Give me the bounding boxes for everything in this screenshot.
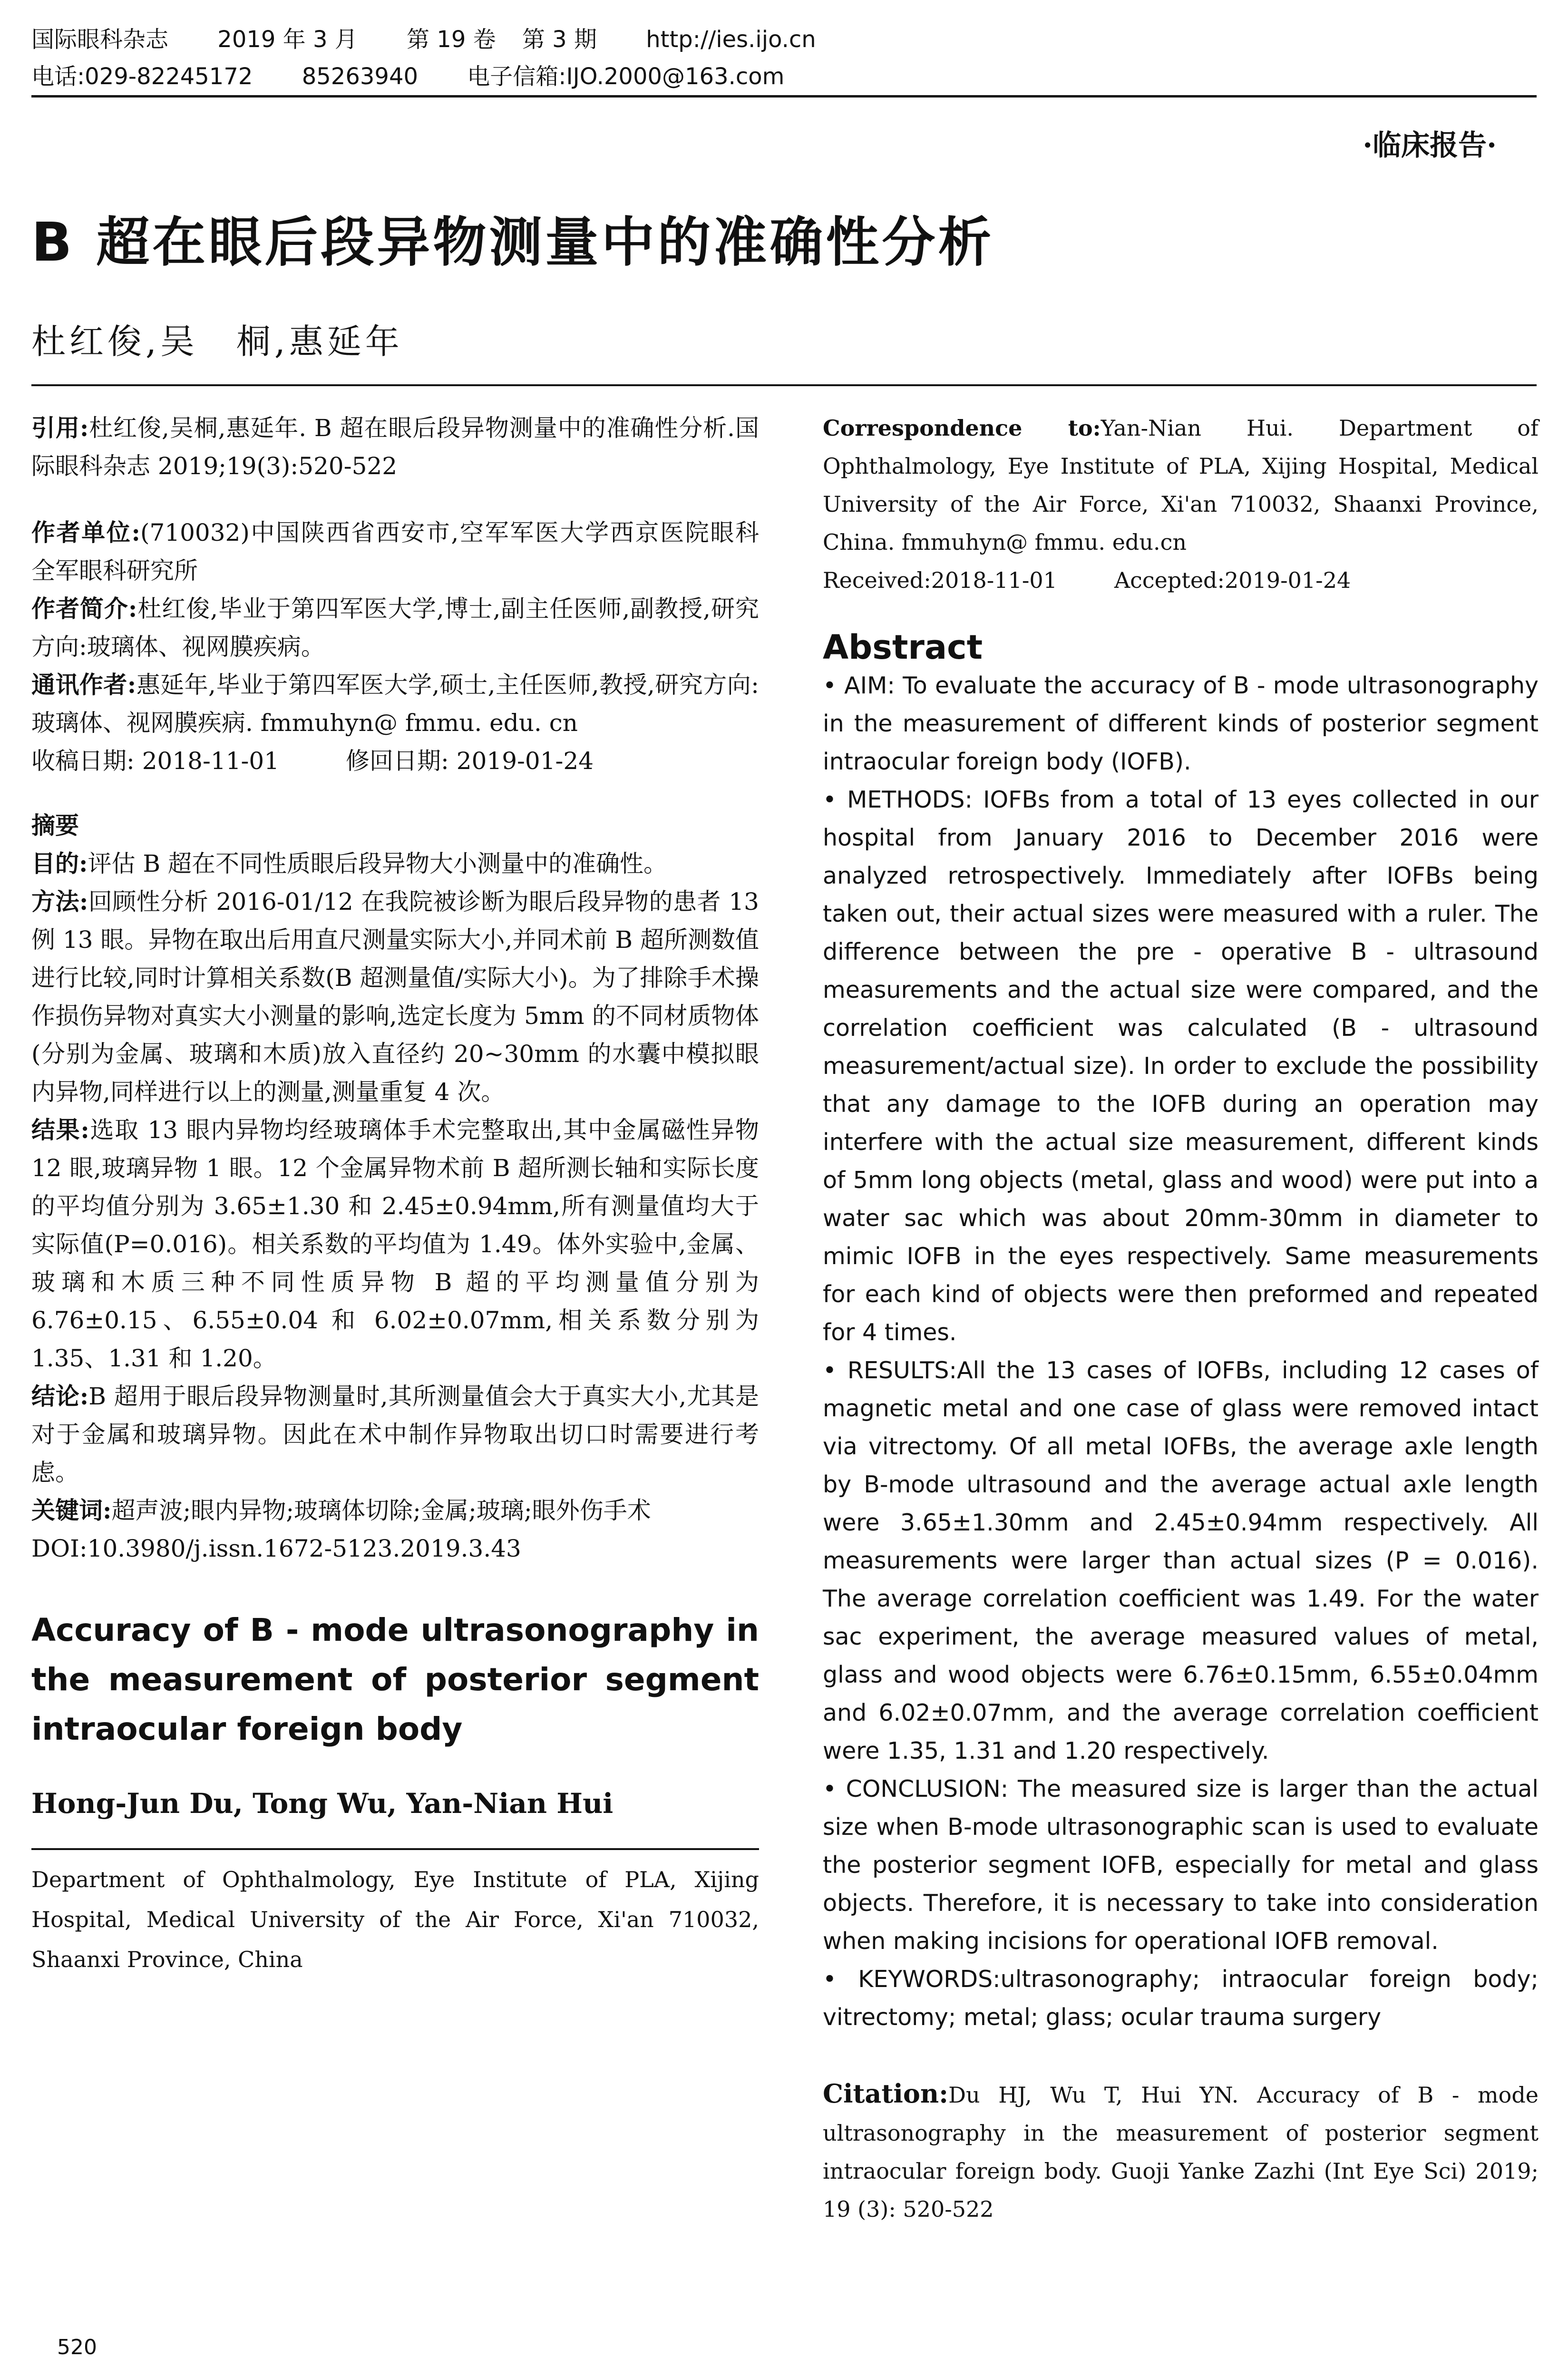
running-header-line-1 xyxy=(31,24,858,55)
keywords-en: • KEYWORDS:ultrasonography; intraocular foreign body; vitrectomy; metal; glass; ocular trauma surgery xyxy=(823,1966,1539,2031)
dates-cn xyxy=(31,742,759,780)
corresponding-author: 通讯作者:惠延年,毕业于第四军医大学,硕士,主任医师,教授,研究方向:玻璃体、视网膜疾病. fmmuhyn@ fmmu. edu. cn xyxy=(31,671,759,737)
citation-en: Citation:Du HJ, Wu T, Hui YN. Accuracy of B - mode ultrasonography in the measurement of posterior segment intraocular foreign body. Guoji Yanke Zazhi (Int Eye Sci) 2019; 19 (3): 520-522 xyxy=(823,2078,1539,2222)
title-divider xyxy=(31,384,1537,386)
abstract-heading-en: Abstract xyxy=(823,628,983,667)
journal-name: 国际眼科杂志 xyxy=(31,26,169,53)
running-header-line-2 xyxy=(31,61,826,92)
phone: 电话:029-82245172 xyxy=(31,63,253,90)
citation-label: 引用: xyxy=(31,414,89,442)
phone-2: 85263940 xyxy=(302,63,419,90)
abstract-methods-en: • METHODS: IOFBs from a total of 13 eyes collected in our hospital from January 2016 to December 2016 were analyzed retrospectively. Immediately after IOFBs being taken out, their actual sizes were measured with a ruler. The difference between the pre - operative B - ultrasound measurements and the actual size were compared, and the correlation coefficient was calculated (B - ultrasound measurement/actual size). In order to exclude the possibility that any damage to the IOFB during an operation may interfere with the actual size measurement, different kinds of 5mm long objects (metal, glass and wood) were put into a water sac which was about 20mm-30mm in diameter to mimic IOFB in the eyes respectively. Same measurements for each kind of objects were then preformed and repeated for 4 times. xyxy=(823,786,1539,1346)
abstract-aim-cn: 目的:评估 B 超在不同性质眼后段异物大小测量中的准确性。 xyxy=(31,849,667,877)
revised-date: 修回日期: 2019-01-24 xyxy=(346,747,594,775)
received-date: 收稿日期: 2018-11-01 xyxy=(31,747,280,775)
abstract-conclusion-en: • CONCLUSION: The measured size is larger than the actual size when B-mode ultrasonographic scan is used to evaluate the posterior segment IOFB, especially for metal and glass objects. Therefore, it is necessary to take into consideration when making incisions for operational IOFB removal. xyxy=(823,1775,1539,1955)
right-column xyxy=(823,409,1539,2228)
accepted-date-en: Accepted:2019-01-24 xyxy=(1114,567,1351,593)
left-column xyxy=(31,409,759,1979)
article-title-cn: B 超在眼后段异物测量中的准确性分析 xyxy=(31,212,994,273)
author-bio: 作者简介:杜红俊,毕业于第四军医大学,博士,副主任医师,副教授,研究方向:玻璃体、视网膜疾病。 xyxy=(31,594,759,661)
correspondence-en: Correspondence to:Yan-Nian Hui. Department of Ophthalmology, Eye Institute of PLA, Xijing Hospital, Medical University of the Air Force, Xi'an 710032, Shaanxi Province, China. fmmuhyn@ fmmu. edu.cn xyxy=(823,415,1539,555)
article-title-en: Accuracy of B - mode ultrasonography in the measurement of posterior segment intraocular foreign body xyxy=(31,1612,759,1747)
authors-en: Hong-Jun Du, Tong Wu, Yan-Nian Hui xyxy=(31,1787,614,1820)
abstract-heading-cn: 摘要 xyxy=(31,812,79,839)
abstract-aim-en: • AIM: To evaluate the accuracy of B - mode ultrasonography in the measurement of different kinds of posterior segment intraocular foreign body (IOFB). xyxy=(823,672,1539,775)
affiliation-en: Department of Ophthalmology, Eye Institute of PLA, Xijing Hospital, Medical University of the Air Force, Xi'an 710032, Shaanxi Province, China xyxy=(31,1867,759,1972)
citation-cn: 引用:杜红俊,吴桐,惠延年. B 超在眼后段异物测量中的准确性分析.国际眼科杂志 2019;19(3):520-522 xyxy=(31,414,759,480)
received-date-en: Received:2018-11-01 xyxy=(823,567,1057,593)
section-tag: ·临床报告· xyxy=(1363,129,1497,162)
abstract-results-cn: 结果:选取 13 眼内异物均经玻璃体手术完整取出,其中金属磁性异物 12 眼,玻璃异物 1 眼。12 个金属异物术前 B 超所测长轴和实际长度的平均值分别为 3.65±1.30 和 2.45±0.94mm,所有测量值均大于实际值(P=0.016)。相关系数的平均值为 1.49。体外实验中,金属、玻璃和木质三种不同性质异物 B 超的平均测量值分别为 6.76±0.15、6.55±0.04 和 6.02±0.07mm,相关系数分别为 1.35、1.31 和 1.20。 xyxy=(31,1116,759,1372)
keywords-cn: 关键词:超声波;眼内异物;玻璃体切除;金属;玻璃;眼外伤手术 xyxy=(31,1496,651,1524)
abstract-conclusion-cn: 结论:B 超用于眼后段异物测量时,其所测量值会大于真实大小,尤其是对于金属和玻璃异物。因此在术中制作异物取出切口时需要进行考虑。 xyxy=(31,1382,759,1486)
dates-en xyxy=(823,561,1539,599)
issue: 第 3 期 xyxy=(522,26,597,53)
abstract-results-en: • RESULTS:All the 13 cases of IOFBs, including 12 cases of magnetic metal and one case of glass were removed intact via vitrectomy. Of all metal IOFBs, the average axle length by B-mode ultrasound and the average actual axle length were 3.65±1.30mm and 2.45±0.94mm respectively. All measurements were larger than actual sizes (P = 0.016). The average correlation coefficient was 1.49. For the water sac experiment, the average measured values of metal, glass and wood objects were 6.76±0.15mm, 6.55±0.04mm and 6.02±0.07mm, and the average correlation coefficient were 1.35, 1.31 and 1.20 respectively. xyxy=(823,1357,1539,1764)
authors-cn: 杜红俊,吴 桐,惠延年 xyxy=(31,321,403,361)
header-divider xyxy=(31,95,1537,97)
author-unit: 作者单位:(710032)中国陕西省西安市,空军军医大学西京医院眼科 全军眼科研究所 xyxy=(31,518,759,585)
issue-date: 2019 年 3 月 xyxy=(217,26,358,53)
abstract-methods-cn: 方法:回顾性分析 2016-01/12 在我院被诊断为眼后段异物的患者 13 例 13 眼。异物在取出后用直尺测量实际大小,并同术前 B 超所测数值进行比较,同时计算相关系数(B 超测量值/实际大小)。为了排除手术操作损伤异物对真实大小测量的影响,选定长度为 5mm 的不同材质物体(分别为金属、玻璃和木质)放入直径约 20~30mm 的水囊中模拟眼内异物,同样进行以上的测量,测量重复 4 次。 xyxy=(31,887,759,1106)
email[interactable]: 电子信箱:IJO.2000@163.com xyxy=(467,63,785,90)
page-number: 520 xyxy=(57,2335,97,2359)
doi[interactable]: DOI:10.3980/j.issn.1672-5123.2019.3.43 xyxy=(31,1535,521,1562)
journal-url[interactable]: http://ies.ijo.cn xyxy=(646,26,816,53)
volume: 第 19 卷 xyxy=(407,26,496,53)
